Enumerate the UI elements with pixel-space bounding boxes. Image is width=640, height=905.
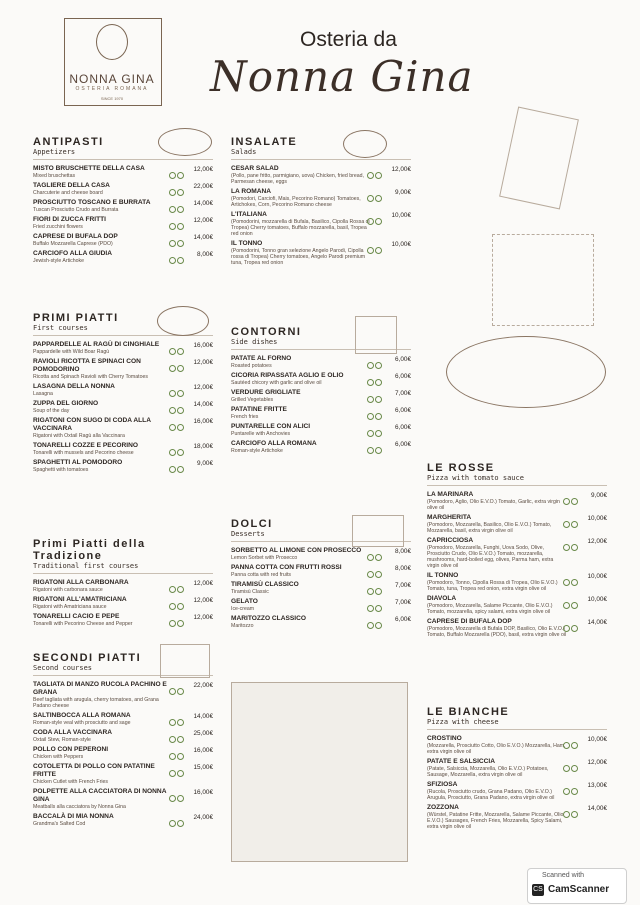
item-price: 12,00€ [587, 538, 607, 545]
menu-item [231, 581, 411, 595]
primi-subtitle: First courses [33, 324, 88, 332]
menu-item [231, 440, 411, 454]
menu-item [33, 233, 213, 247]
allergen-icons [563, 515, 579, 533]
pizza-illustration [446, 336, 606, 408]
item-price: 7,00€ [395, 599, 411, 606]
allergen-icons [563, 538, 579, 556]
item-name: LA ROMANA [231, 188, 272, 195]
allergen-icons [169, 789, 185, 807]
menu-item [33, 813, 213, 827]
section-insalate [231, 136, 411, 269]
item-name: SORBETTO AL LIMONE CON PROSECCO [231, 547, 362, 554]
item-description: (Pomodoro, Tonno, Cipolla Rossa di Tropea, Olio E.V.O.) Tomato, tuna, Tropea red onion, extra virgin olive oil [427, 580, 558, 592]
title-top: Osteria da [300, 28, 397, 51]
allergen-icons [367, 441, 383, 459]
item-price: 7,00€ [395, 582, 411, 589]
item-name: COTOLETTA DI POLLO CON PATATINE FRITTE [33, 763, 155, 778]
item-description: Lasagna [33, 391, 53, 397]
item-name: PATATINE FRITTE [231, 406, 287, 413]
item-price: 10,00€ [587, 573, 607, 580]
menu-item [231, 211, 411, 237]
tradizione-subtitle: Traditional first courses [33, 562, 139, 570]
menu-item [33, 442, 213, 456]
item-description: Roman-style Artichoke [231, 448, 283, 454]
item-description: Sautéed chicory with garlic and olive oil [231, 380, 322, 386]
menu-item [33, 613, 213, 627]
menu-item [33, 400, 213, 414]
allergen-icons [563, 805, 579, 823]
item-name: LA MARINARA [427, 491, 474, 498]
menu-item [231, 598, 411, 612]
cutlery-illustration [499, 107, 579, 210]
item-name: SFIZIOSA [427, 781, 458, 788]
item-description: Fried zucchini flowers [33, 224, 83, 230]
camscanner-icon: CS [532, 884, 544, 896]
menu-item [231, 389, 411, 403]
item-description: Beef tagliata with arugula, cherry tomatoes, and Grana Padano cheese [33, 697, 159, 709]
item-price: 10,00€ [391, 212, 411, 219]
menu-item [33, 341, 213, 355]
logo-name: NONNA GINA [69, 72, 155, 86]
item-name: RIGATONI ALLA CARBONARA [33, 579, 129, 586]
item-name: LASAGNA DELLA NONNA [33, 383, 115, 390]
item-description: Lemon Sorbet with Prosecco [231, 555, 298, 561]
item-price: 7,00€ [395, 390, 411, 397]
menu-item [427, 537, 607, 569]
menu-item [427, 781, 607, 801]
item-description: Ice-cream [231, 606, 255, 612]
bianche-title: LE BIANCHE [427, 706, 510, 718]
allergen-icons [367, 212, 383, 230]
insalate-title: INSALATE [231, 136, 298, 148]
menu-item [427, 804, 607, 830]
item-description: Jewish-style Artichoke [33, 258, 85, 264]
item-price: 22,00€ [193, 682, 213, 689]
item-description: Puntarelle with Anchovies [231, 431, 291, 437]
item-price: 12,00€ [193, 384, 213, 391]
primi-title: PRIMI PIATTI [33, 312, 119, 324]
item-price: 6,00€ [395, 356, 411, 363]
section-secondi [33, 652, 213, 830]
item-name: RIGATONI ALL'AMATRICIANA [33, 596, 127, 603]
terrace-illustration [231, 682, 408, 862]
item-description: (Pomodorini, Tonno gran selezione Angelo Parodi, Cipolla rossa di Tropea) Cherry tomatoes, Angelo Parodi premium tuna, Tropea red onion [231, 248, 366, 266]
menu-item [231, 564, 411, 578]
pasta-illustration [157, 306, 209, 336]
item-price: 12,00€ [193, 359, 213, 366]
item-name: PATATE E SALSICCIA [427, 758, 496, 765]
allergen-icons [563, 736, 579, 754]
section-tradizione [33, 538, 213, 630]
contorni-title: CONTORNI [231, 326, 302, 338]
item-name: PANNA COTTA CON FRUTTI ROSSI [231, 564, 342, 571]
antipasti-title: ANTIPASTI [33, 136, 104, 148]
menu-item [427, 595, 607, 615]
antipasti-illustration [158, 128, 212, 156]
menu-item [33, 199, 213, 213]
item-description: (Pollo, pane fritto, parmigiano, uova) Chicken, fried bread, Parmesan cheese, eggs [231, 173, 364, 185]
section-divider [427, 729, 607, 730]
item-price: 10,00€ [587, 736, 607, 743]
item-name: TONARELLI CACIO E PEPE [33, 613, 120, 620]
bianche-subtitle: Pizza with cheese [427, 718, 499, 726]
item-name: GELATO [231, 598, 258, 605]
section-divider [33, 159, 213, 160]
section-divider [427, 485, 607, 486]
item-name: TIRAMISÙ CLASSICO [231, 581, 299, 588]
allergen-icons [563, 492, 579, 510]
menu-item [33, 383, 213, 397]
menu-item [231, 423, 411, 437]
antipasti-subtitle: Appetizers [33, 148, 76, 156]
rosse-title: LE ROSSE [427, 462, 495, 474]
item-price: 12,00€ [193, 166, 213, 173]
logo-subtitle: OSTERIA ROMANA [75, 86, 149, 92]
item-name: CARCIOFO ALLA GIUDIA [33, 250, 112, 257]
item-name: PROSCIUTTO TOSCANO E BURRATA [33, 199, 151, 206]
item-description: (Mozzarella, Prosciutto Cotto, Olio E.V.O.) Mozzarella, Ham, extra virgin olive oil [427, 743, 566, 755]
allergen-icons [367, 166, 383, 184]
item-name: IL TONNO [231, 240, 263, 247]
section-primi [33, 312, 213, 476]
allergen-icons [169, 251, 185, 269]
item-description: Tonarelli with mussels and Pecorino cheese [33, 450, 134, 456]
item-name: FIORI DI ZUCCA FRITTI [33, 216, 107, 223]
item-description: (Patate, Salsiccia, Mozzarella, Olio E.V.O.) Potatoes, Sausage, Mozzarella, extra virgin olive oil [427, 766, 549, 778]
allergen-icons [169, 460, 185, 478]
item-name: TAGLIERE DELLA CASA [33, 182, 110, 189]
item-price: 6,00€ [395, 424, 411, 431]
menu-item [33, 165, 213, 179]
item-name: BACCALÀ DI MIA NONNA [33, 813, 114, 820]
item-description: Mixed bruschettas [33, 173, 76, 179]
item-price: 14,00€ [193, 401, 213, 408]
item-name: POLLO CON PEPERONI [33, 746, 109, 753]
item-description: Rigatoni with carbonara sauce [33, 587, 103, 593]
item-description: Grandma's Salted Cod [33, 821, 86, 827]
item-price: 15,00€ [193, 764, 213, 771]
item-price: 9,00€ [591, 492, 607, 499]
item-description: Panna cotta with red fruits [231, 572, 291, 578]
allergen-icons [169, 764, 185, 782]
menu-item [33, 596, 213, 610]
item-price: 16,00€ [193, 342, 213, 349]
allergen-icons [563, 782, 579, 800]
item-price: 12,00€ [587, 759, 607, 766]
secondi-title: SECONDI PIATTI [33, 652, 142, 664]
dolci-title: DOLCI [231, 518, 273, 530]
item-description: French fries [231, 414, 259, 420]
item-name: TONARELLI COZZE E PECORINO [33, 442, 139, 449]
item-name: L'ITALIANA [231, 211, 267, 218]
menu-item [33, 712, 213, 726]
item-name: MARGHERITA [427, 514, 472, 521]
rosse-subtitle: Pizza with tomato sauce [427, 474, 524, 482]
item-description: Meatballs alla cacciatora by Nonna Gina [33, 804, 126, 810]
item-description: (Pomodoro, Mozzarella, Basilico, Olio E.V.O.) Tomato, Mozzarella, basil, extra virgin olive oil [427, 522, 552, 534]
menu-item [427, 491, 607, 511]
menu-item [33, 579, 213, 593]
item-price: 6,00€ [395, 441, 411, 448]
logo-since: SINCE 1970 [100, 96, 124, 101]
item-name: PAPPARDELLE AL RAGÙ DI CINGHIALE [33, 341, 160, 348]
item-price: 8,00€ [395, 548, 411, 555]
item-price: 16,00€ [193, 789, 213, 796]
item-name: RIGATONI CON SUGO DI CODA ALLA VACCINARA [33, 417, 151, 432]
menu-item [427, 572, 607, 592]
item-name: CAPRESE DI BUFALA DOP [427, 618, 512, 625]
menu-item [33, 681, 213, 709]
item-price: 25,00€ [193, 730, 213, 737]
scanner-line2: CamScanner [548, 884, 610, 895]
item-name: TAGLIATA DI MANZO RUCOLA PACHINO E GRANA [33, 681, 167, 696]
item-description: Grilled Vegetables [231, 397, 274, 403]
item-description: (Pomodoro, Mozzarella di Bufala DOP, Basilico, Olio E.V.O.) Tomato, Buffalo Mozzarella (PDO), basil, extra virgin olive oil [427, 626, 567, 638]
item-name: CICORIA RIPASSATA AGLIO E OLIO [231, 372, 344, 379]
item-price: 10,00€ [391, 241, 411, 248]
menu-item [33, 746, 213, 760]
item-description: Spaghetti with tomatoes [33, 467, 89, 473]
allergen-icons [169, 359, 185, 377]
menu-item [33, 250, 213, 264]
menu-item [427, 758, 607, 778]
item-description: (Pomodoro, Aglio, Olio E.V.O.) Tomato, Garlic, extra virgin olive oil [427, 499, 560, 511]
item-name: MISTO BRUSCHETTE DELLA CASA [33, 165, 145, 172]
item-description: Rigatoni with Oxtail Ragù alla Vaccinara [33, 433, 125, 439]
menu-item [231, 406, 411, 420]
allergen-icons [169, 814, 185, 832]
secondi-subtitle: Second courses [33, 664, 93, 672]
item-name: SALTINBOCCA ALLA ROMANA [33, 712, 131, 719]
item-price: 9,00€ [197, 460, 213, 467]
tiramisu-illustration [352, 515, 404, 547]
contorni-subtitle: Side dishes [231, 338, 278, 346]
nonna-portrait-icon [96, 24, 128, 60]
item-price: 8,00€ [395, 565, 411, 572]
item-description: Soup of the day [33, 408, 70, 414]
menu-item [231, 547, 411, 561]
section-divider [33, 573, 213, 574]
item-price: 12,00€ [193, 580, 213, 587]
meat-illustration [160, 644, 210, 678]
menu-item [33, 417, 213, 439]
item-description: (Pomodori, Carciofi, Mais, Pecorino Romano) Tomatoes, Artichokes, Corn, Pecorino Romano cheese [231, 196, 361, 208]
menu-item [231, 188, 411, 208]
item-name: CODA ALLA VACCINARA [33, 729, 112, 736]
item-price: 6,00€ [395, 407, 411, 414]
item-name: CESAR SALAD [231, 165, 279, 172]
item-description: Chicken Cutlet with French Fries [33, 779, 108, 785]
ingredients-illustration [492, 234, 594, 326]
dolci-subtitle: Desserts [231, 530, 265, 538]
allergen-icons [367, 241, 383, 259]
item-description: (Pomodoro, Mozzarella, Salame Piccante, Olio E.V.O.) Tomato, mozzarella, spicy salami, extra virgin olive oil [427, 603, 553, 615]
item-name: PATATE AL FORNO [231, 355, 292, 362]
item-description: Maritozzo [231, 623, 254, 629]
menu-item [33, 216, 213, 230]
salad-illustration [343, 130, 387, 158]
item-description: (Pomodorini, mozzarella di Bufala, Basilico, Cipolla Rossa di Tropea) Cherry tomatoes, Buffalo mozzarella, basil, Tropea red onion [231, 219, 370, 237]
item-description: Tonarelli with Pecorino Cheese and Pepper [33, 621, 133, 627]
menu-item [33, 182, 213, 196]
item-description: (Rucola, Prosciutto crudo, Grana Padano, Olio E.V.O.) Arugula, Prosciutto, Grana Padano, extra virgin olive oil [427, 789, 555, 801]
allergen-icons [169, 682, 185, 700]
item-description: (Würstel, Patatine Fritte, Mozzarella, Salame Piccante, Olio E.V.O.) Sausages, French Fries, Mozzarella, Spicy Salami, extra virgin olive oil [427, 812, 564, 830]
item-description: Tiramisù Classic [231, 589, 269, 595]
menu-item [33, 358, 213, 380]
item-price: 10,00€ [587, 596, 607, 603]
menu-item [231, 615, 411, 629]
item-description: Rigatoni with Amatriciana sauce [33, 604, 107, 610]
item-price: 12,00€ [193, 217, 213, 224]
item-description: Charcuterie and cheese board [33, 190, 103, 196]
menu-item [33, 459, 213, 473]
item-description: Buffalo Mozzarella Caprese (PDO) [33, 241, 113, 247]
title-script: Nonna Gina [210, 52, 474, 101]
item-name: CAPRICCIOSA [427, 537, 474, 544]
item-price: 14,00€ [587, 619, 607, 626]
item-price: 8,00€ [197, 251, 213, 258]
item-name: CAPRESE DI BUFALA DOP [33, 233, 118, 240]
section-bianche [427, 706, 607, 833]
item-name: IL TONNO [427, 572, 459, 579]
item-price: 12,00€ [193, 614, 213, 621]
item-name: VERDURE GRIGLIATE [231, 389, 301, 396]
item-price: 22,00€ [193, 183, 213, 190]
item-description: Chicken with Peppers [33, 754, 84, 760]
menu-item [33, 763, 213, 785]
item-description: Roasted potatoes [231, 363, 272, 369]
allergen-icons [563, 619, 579, 637]
item-price: 6,00€ [395, 616, 411, 623]
menu-item [231, 372, 411, 386]
allergen-icons [563, 596, 579, 614]
item-description: Ricotta and Spinach Ravioli with Cherry Tomatoes [33, 374, 148, 380]
item-price: 14,00€ [193, 200, 213, 207]
menu-item [231, 165, 411, 185]
item-name: PUNTARELLE CON ALICI [231, 423, 311, 430]
menu-item [427, 735, 607, 755]
item-price: 6,00€ [395, 373, 411, 380]
item-description: Pappardelle with Wild Boar Ragù [33, 349, 110, 355]
item-price: 14,00€ [587, 805, 607, 812]
allergen-icons [563, 573, 579, 591]
item-name: SPAGHETTI AL POMODORO [33, 459, 123, 466]
allergen-icons [169, 614, 185, 632]
insalate-subtitle: Salads [231, 148, 257, 156]
item-price: 24,00€ [193, 814, 213, 821]
scanner-line1: Scanned with [542, 872, 585, 879]
item-price: 14,00€ [193, 234, 213, 241]
item-price: 9,00€ [395, 189, 411, 196]
item-price: 13,00€ [587, 782, 607, 789]
allergen-icons [169, 418, 185, 436]
item-name: POLPETTE ALLA CACCIATORA DI NONNA GINA [33, 788, 167, 803]
menu-item [427, 618, 607, 638]
item-price: 18,00€ [193, 443, 213, 450]
item-description: Roman-style veal with prosciutto and sage [33, 720, 131, 726]
item-name: ZOZZONA [427, 804, 459, 811]
allergen-icons [563, 759, 579, 777]
item-name: MARITOZZO CLASSICO [231, 615, 306, 622]
tradizione-title: Primi Piatti della Tradizione [33, 538, 146, 562]
item-description: Oxtail Stew, Roman-style [33, 737, 91, 743]
item-name: CROSTINO [427, 735, 462, 742]
menu-item [231, 355, 411, 369]
menu-item [33, 729, 213, 743]
item-name: CARCIOFO ALLA ROMANA [231, 440, 317, 447]
item-price: 10,00€ [587, 515, 607, 522]
item-price: 12,00€ [193, 597, 213, 604]
fries-illustration [355, 316, 397, 354]
item-description: Tuscan Prosciutto Crudo and Burrata [33, 207, 119, 213]
menu-item [231, 240, 411, 266]
item-price: 16,00€ [193, 747, 213, 754]
section-divider [231, 159, 411, 160]
allergen-icons [367, 189, 383, 207]
menu-item [33, 788, 213, 810]
item-name: DIAVOLA [427, 595, 457, 602]
item-price: 12,00€ [391, 166, 411, 173]
item-price: 16,00€ [193, 418, 213, 425]
allergen-icons [367, 616, 383, 634]
item-description: (Pomodoro, Mozzarella, Funghi, Uova Sodo, Olive, Prosciutto Crudo, Olio E.V.O.) Tomato, mozzarella, mushrooms, hard-boiled egg, olives, Parma ham, extra virgin olive oil [427, 545, 554, 569]
item-name: ZUPPA DEL GIORNO [33, 400, 99, 407]
item-name: RAVIOLI RICOTTA E SPINACI CON POMODORINO [33, 358, 141, 373]
item-price: 14,00€ [193, 713, 213, 720]
section-rosse [427, 462, 607, 641]
menu-item [427, 514, 607, 534]
